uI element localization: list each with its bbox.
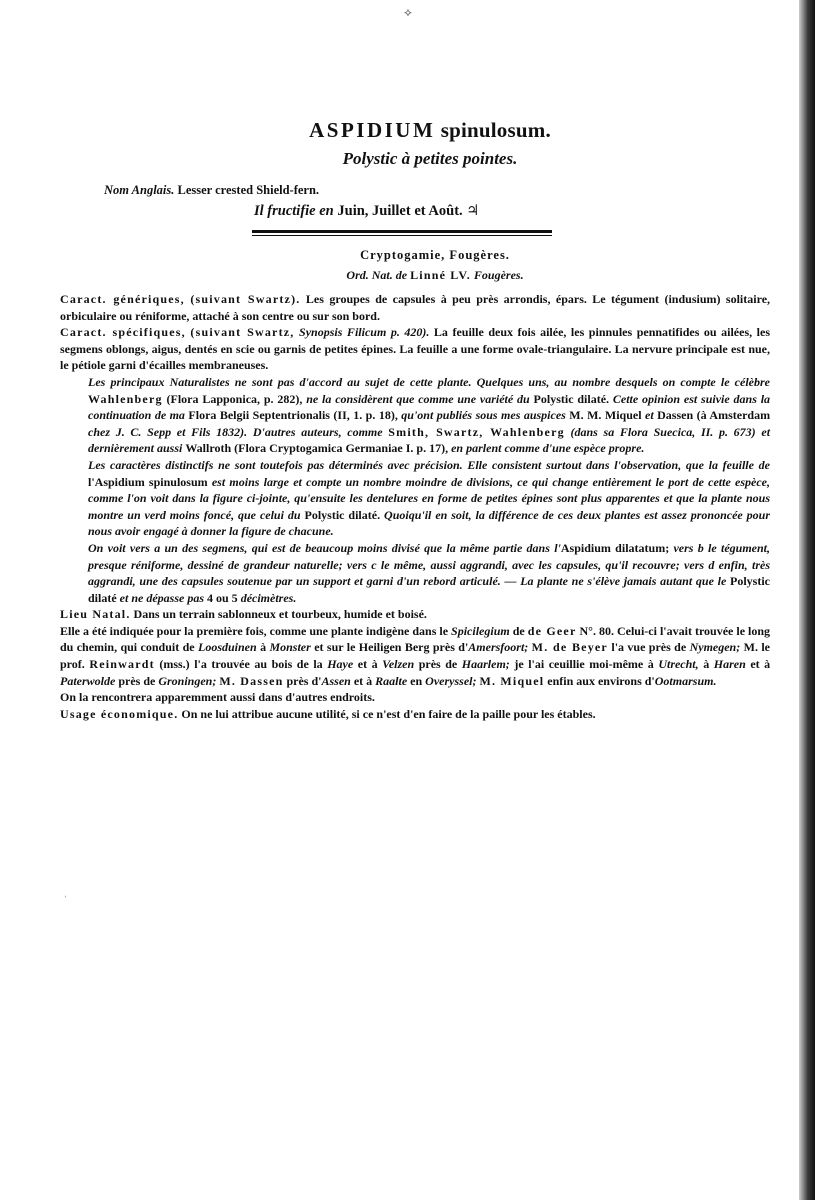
caract-generiques-label: Caract. génériques, bbox=[60, 292, 185, 306]
segmens-paragraph bbox=[60, 540, 770, 606]
segmens-text-e: et ne dépasse pas bbox=[119, 590, 204, 605]
indiquee-text-ab: près de bbox=[118, 673, 156, 688]
indiquee-text-g: à bbox=[260, 640, 267, 655]
naturalistes-text-c: ne la considèrent que comme une variété du bbox=[306, 391, 530, 406]
rule-thin bbox=[252, 235, 552, 236]
indiquee-text-n: M. le prof. bbox=[60, 640, 770, 672]
indiquee-spicilegium: Spicilegium bbox=[451, 623, 510, 638]
indiquee-text-l: l'a vue près de bbox=[611, 640, 687, 655]
body-text bbox=[60, 291, 770, 722]
segmens-text-d: Polystic dilaté bbox=[88, 574, 771, 605]
indiquee-text-ag: et à bbox=[353, 673, 373, 688]
title-genus: ASPIDIUM bbox=[309, 118, 436, 142]
english-name-line bbox=[104, 183, 770, 198]
indiquee-paragraph bbox=[60, 623, 770, 706]
indiquee-overyssel: Overyssel; bbox=[425, 673, 477, 688]
naturalistes-text-e: Cette opinion est suivie dans la continuation de ma bbox=[88, 391, 771, 423]
naturalistes-text-f: Flora Belgii Septentrionalis (II, 1. p. 18), bbox=[188, 408, 398, 423]
perennial-symbol: ♃ bbox=[466, 203, 480, 219]
scan-edge-shadow bbox=[799, 0, 815, 1200]
caracteres-text-e: Quoiqu'il en soit, la différence de ces deux plantes est assez prononcée pour nous avoir engagé à donner la figure de chacune. bbox=[88, 507, 771, 539]
double-rule bbox=[252, 230, 552, 236]
indiquee-amersfoort: Amersfoort; bbox=[468, 640, 529, 655]
naturalistes-text-i: et bbox=[645, 408, 654, 423]
caract-specifiques-paragraph bbox=[60, 324, 770, 374]
lieu-natal-text: Dans un terrain sablonneux et tourbeux, humide et boisé. bbox=[133, 607, 427, 622]
naturalistes-text-k: (à Amsterdam bbox=[696, 408, 771, 423]
order-linne: Linné LV. bbox=[410, 268, 471, 282]
naturalistes-text-n: Smith, Swartz, Wahlenberg bbox=[388, 424, 565, 439]
naturalistes-text-s: en parlent comme d'une espèce propre. bbox=[451, 441, 645, 456]
indiquee-text-r: et à bbox=[357, 657, 378, 672]
indiquee-ootmarsum: Ootmarsum. bbox=[654, 673, 717, 688]
naturalistes-text-o: (dans sa Flora Suecica, II. p. 673) bbox=[570, 424, 756, 439]
segmens-text-a: On voit vers a un des segmens, qui est de beaucoup moins divisé que la même partie dans l' bbox=[88, 540, 561, 555]
naturalistes-text-b: (Flora Lapponica, p. 282), bbox=[166, 391, 303, 406]
indiquee-miquel: M. Miquel bbox=[479, 673, 545, 688]
indiquee-utrecht: Utrecht, bbox=[658, 657, 699, 672]
naturalistes-text-j: Dassen bbox=[657, 408, 694, 423]
indiquee-velzen: Velzen bbox=[382, 657, 415, 672]
caract-generiques-author: (suivant Swartz). bbox=[190, 292, 301, 306]
naturalistes-paragraph bbox=[60, 374, 770, 457]
caracteres-text-d: Polystic dilaté. bbox=[304, 507, 381, 522]
indiquee-dassen: M. Dassen bbox=[219, 673, 284, 688]
rule-thick bbox=[252, 230, 552, 233]
indiquee-text-al: enfin aux environs d' bbox=[547, 673, 655, 688]
scan-mark-top: ⟡ bbox=[404, 5, 412, 19]
fructification-months: Juin, Juillet et Août. bbox=[337, 203, 463, 219]
caracteres-text-a: Les caractères distinctifs ne sont toutefois pas déterminés avec précision. Elle consistent surtout dans l'observation, que la feuille de bbox=[88, 457, 770, 472]
caracteres-text-c: est moins large et compte un nombre moindre de divisions, ce qui change entièrement le port de cette espèce, comme l'on voit dans la figure ci-jointe, qu'ensuite les dentelures en forme de petites épines sont plus apparentes et que la plante nous montre un verd moins foncé, que celui du bbox=[88, 474, 770, 522]
caract-specifiques-text: La feuille deux fois ailée, les pinnules pennatifides ou ailées, les segmens oblongs, aigus, dentés en scie ou garnis de petites épines. La feuille a une forme ovale-triangulaire. La nervure principale est nue, le pétiole garni d'écailles membraneuses. bbox=[60, 325, 771, 373]
indiquee-assen: Assen bbox=[321, 673, 351, 688]
indiquee-haarlem: Haarlem; bbox=[461, 657, 510, 672]
usage-paragraph bbox=[60, 706, 770, 723]
indiquee-text-p: (mss.) l'a trouvée au bois de la bbox=[159, 657, 323, 672]
indiquee-text-t: près de bbox=[418, 657, 458, 672]
indiquee-text-i: et sur le Heiligen Berg près d' bbox=[314, 640, 469, 655]
indiquee-groningen: Groningen; bbox=[158, 673, 217, 688]
fructification-label: Il fructifie en bbox=[254, 203, 334, 219]
indiquee-loosduinen: Loosduinen bbox=[197, 640, 257, 655]
page-subtitle: Polystic à petites pointes. bbox=[342, 149, 518, 168]
order-prefix: Ord. Nat. de bbox=[346, 268, 408, 282]
indiquee-raalte: Raalte bbox=[375, 673, 408, 688]
segmens-text-c: vers b le tégument, presque réniforme, dessiné de grandeur naturelle; vers c le même, aussi aggrandi, avec les capsules, qu'il recouvre; vers d enfin, très aggrandi, une des capsules soutenue par un support et garni d'un rebord articulé. — La plante ne s'élève jamais autant que le bbox=[88, 540, 771, 589]
caract-specifiques-label: Caract. spécifiques, bbox=[60, 325, 186, 340]
naturalistes-text-d: Polystic dilaté. bbox=[533, 391, 610, 406]
indiquee-text-v: je l'ai ceuillie moi-même à bbox=[514, 657, 654, 672]
order-family: Fougères. bbox=[473, 268, 524, 282]
indiquee-text-x: à bbox=[703, 657, 710, 672]
naturalistes-text-l: chez J. C. Sepp et Fils 1832). bbox=[88, 424, 248, 439]
indiquee-text-ai: en bbox=[410, 673, 423, 688]
indiquee-monster: Monster bbox=[269, 640, 311, 655]
naturalistes-text-m: D'autres auteurs, comme bbox=[252, 424, 383, 439]
indiquee-nymegen: Nymegen; bbox=[689, 640, 741, 655]
naturalistes-wallroth: Wallroth bbox=[185, 441, 232, 456]
page-title bbox=[60, 118, 770, 143]
indiquee-text-e: N°. 80. Celui-ci l'avait trouvée le long du chemin, qui conduit de bbox=[60, 623, 771, 655]
caract-specifiques-ref: Synopsis Filicum p. 420). bbox=[299, 325, 430, 340]
caract-generiques-text: Les groupes de capsules à peu près arrondis, épars. Le tégument (indusium) solitaire, orbiculaire ou réniforme, attaché à son centre ou sur son bord. bbox=[60, 292, 771, 323]
segmens-text-b: Aspidium dilatatum; bbox=[560, 540, 670, 555]
caract-specifiques-author: (suivant Swartz, bbox=[190, 325, 295, 340]
segmens-text-g: décimètres. bbox=[240, 590, 297, 605]
indiquee-de-geer: de Geer bbox=[527, 623, 577, 638]
indiquee-paterwolde: Paterwolde bbox=[60, 673, 116, 688]
naturalistes-text-g: qu'ont publiés sous mes auspices bbox=[401, 408, 566, 423]
indiquee-text-a: Elle a été indiquée pour la première fois, comme une plante indigène dans le bbox=[60, 623, 449, 638]
lieu-natal-label: Lieu Natal. bbox=[60, 607, 131, 622]
indiquee-text-z: et à bbox=[750, 657, 771, 672]
naturalistes-text-a: Les principaux Naturalistes ne sont pas d'accord au sujet de cette plante. Quelques uns, au nombre desquels on compte le célèbre bbox=[88, 374, 770, 389]
naturalistes-text-r: (Flora Cryptogamica Germaniae I. p. 17), bbox=[234, 441, 449, 456]
english-name-label: Nom Anglais. bbox=[104, 183, 175, 197]
scan-mark-left: ˒ bbox=[64, 890, 67, 900]
usage-text: On ne lui attribue aucune utilité, si ce n'est d'en faire de la paille pour les étables. bbox=[181, 706, 596, 721]
fructification-line bbox=[254, 202, 770, 220]
classification-line: Cryptogamie, Fougères. bbox=[360, 248, 510, 262]
caract-generiques-paragraph bbox=[60, 291, 770, 324]
lieu-natal-paragraph bbox=[60, 606, 770, 623]
indiquee-text-c: de bbox=[512, 623, 525, 638]
indiquee-haye: Haye bbox=[327, 657, 354, 672]
naturalistes-text-h: M. M. Miquel bbox=[569, 408, 642, 423]
title-species: spinulosum. bbox=[440, 118, 551, 142]
segmens-text-f: 4 ou 5 bbox=[207, 590, 238, 605]
indiquee-text-an: On la rencontrera apparemment aussi dans d'autres endroits. bbox=[60, 690, 375, 705]
caracteres-text-b: l'Aspidium spinulosum bbox=[88, 474, 208, 489]
order-line bbox=[60, 268, 770, 283]
indiquee-reinwardt: Reinwardt bbox=[89, 657, 155, 672]
document-page bbox=[60, 118, 770, 722]
naturalistes-wahlenberg: Wahlenberg bbox=[88, 391, 163, 406]
naturalistes-text-p: et dernièrement aussi bbox=[88, 424, 771, 456]
usage-label: Usage économique. bbox=[60, 706, 179, 721]
indiquee-text-ae: près d' bbox=[286, 673, 322, 688]
caracteres-paragraph bbox=[60, 457, 770, 540]
english-name-value: Lesser crested Shield-fern. bbox=[177, 183, 320, 197]
indiquee-de-beyer: M. de Beyer bbox=[531, 640, 608, 655]
indiquee-haren: Haren bbox=[713, 657, 746, 672]
